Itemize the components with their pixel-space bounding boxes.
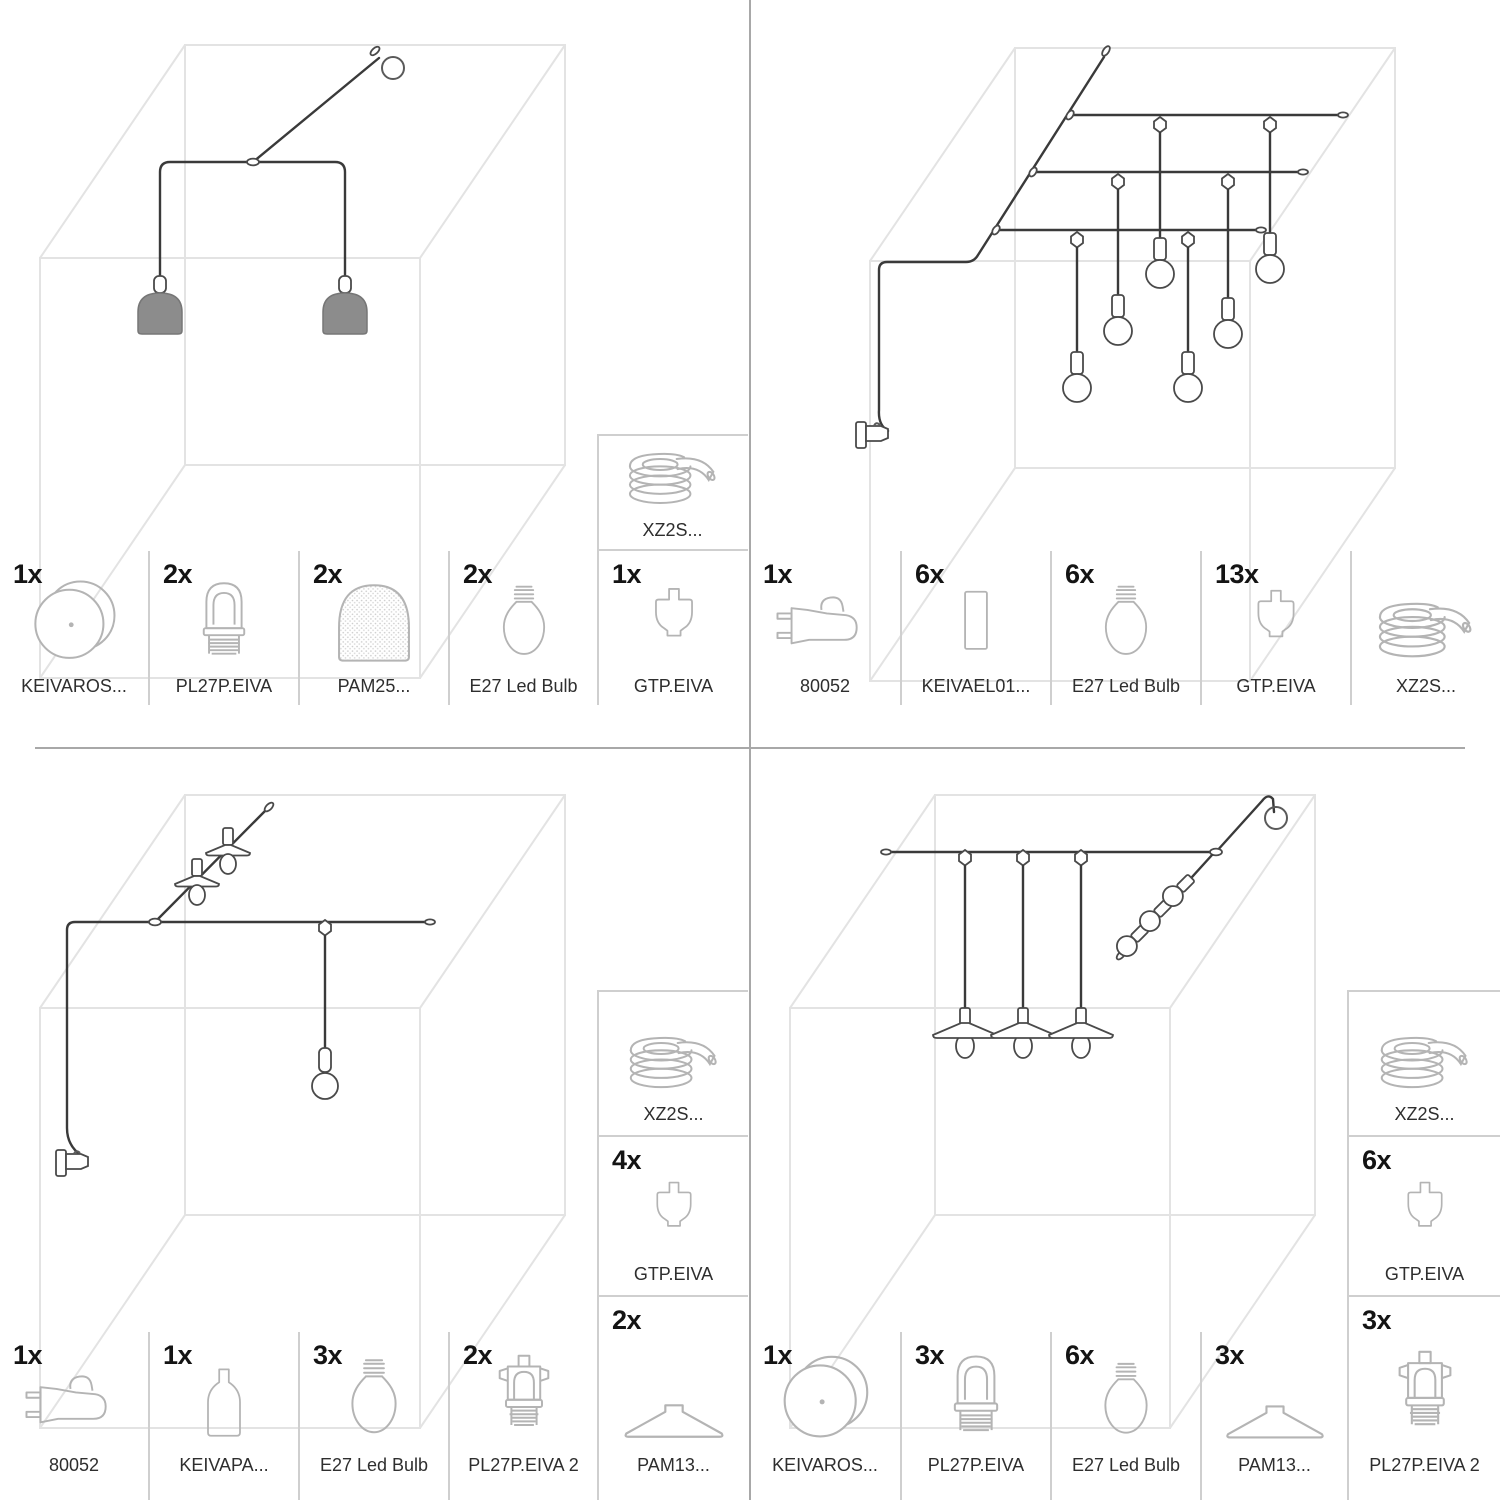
part-code: PL27P.EIVA [927, 1455, 1025, 1475]
bulb-icon [329, 1349, 419, 1447]
part-qty: 2x [463, 1340, 493, 1370]
part-cell [1350, 551, 1500, 705]
part-qty: 3x [1362, 1305, 1392, 1335]
part-cell [597, 1135, 748, 1295]
part-code: PL27P.EIVA 2 [468, 1455, 579, 1475]
saucer-pendant [991, 850, 1055, 1058]
part-cell [900, 551, 1050, 705]
cable-coil-icon [618, 434, 728, 512]
cable-coil-icon [618, 1008, 730, 1096]
part-cell [1200, 551, 1350, 705]
bulb-icon [1084, 576, 1168, 668]
part-code: KEIVAEL01... [921, 676, 1031, 696]
part-qty: 3x [915, 1340, 945, 1370]
part-cell [448, 1332, 597, 1500]
lamp-holder-icon [180, 576, 268, 668]
pendant-cable-run [138, 45, 404, 334]
cable-junction [247, 159, 259, 166]
bulb-icon [1083, 1353, 1169, 1447]
part-qty: 6x [1065, 1340, 1095, 1370]
pendant-lamp [323, 276, 367, 334]
part-code: PL27P.EIVA 2 [1369, 1455, 1480, 1475]
part-qty: 2x [463, 559, 493, 589]
plug-icon [772, 580, 878, 668]
saucer-pendant [1049, 850, 1113, 1058]
part-code: PAM13... [1238, 1455, 1311, 1475]
part-code: KEIVAROS... [21, 676, 127, 696]
cable-coil-icon [1367, 572, 1485, 668]
part-cell [1347, 1135, 1500, 1295]
part-qty: 1x [163, 1340, 193, 1370]
part-cell [597, 1295, 748, 1500]
part-cell [148, 551, 298, 705]
part-cell [900, 1332, 1050, 1500]
ceiling-hook-icon [382, 57, 404, 79]
part-code: GTP.EIVA [633, 1264, 714, 1284]
part-code: 80052 [48, 1455, 100, 1475]
lamp-holder-2-icon [1378, 1345, 1472, 1447]
part-qty: 1x [13, 1340, 43, 1370]
part-qty: 6x [1065, 559, 1095, 589]
part-cell [1347, 1295, 1500, 1500]
part-code: PAM13... [637, 1455, 710, 1475]
part-code: 80052 [799, 676, 851, 696]
part-code: PL27P.EIVA [175, 676, 273, 696]
part-cell [1050, 551, 1200, 705]
part-cell [750, 1332, 900, 1500]
part-qty: 1x [763, 1340, 793, 1370]
part-qty: 4x [612, 1145, 642, 1175]
cable-coil-icon [1369, 1008, 1481, 1096]
quadrant-divider-vertical [749, 0, 751, 1500]
part-qty: 3x [313, 1340, 343, 1370]
saucer-pendant [933, 850, 997, 1058]
ceiling-hook-icon [319, 920, 331, 936]
mount-plate-icon [934, 576, 1018, 668]
cable-end-tip [369, 45, 381, 57]
bulb-icon [482, 576, 566, 668]
part-code: XZ2S... [1395, 676, 1457, 696]
part-qty: 6x [915, 559, 945, 589]
part-code: E27 Led Bulb [1071, 1455, 1181, 1475]
part-cell [1050, 1332, 1200, 1500]
ceiling-hook-icon [633, 582, 715, 668]
part-cell [0, 551, 148, 705]
part-code: KEIVAROS... [772, 1455, 878, 1475]
part-qty: 1x [612, 559, 642, 589]
part-code: XZ2S... [1394, 1104, 1455, 1124]
part-code: GTP.EIVA [1236, 676, 1316, 696]
part-qty: 6x [1362, 1145, 1392, 1175]
part-code: E27 Led Bulb [1071, 676, 1181, 696]
part-qty: 1x [763, 559, 793, 589]
cable-run [56, 801, 435, 1176]
ceiling-hook-icon [636, 1176, 712, 1256]
saucer-lamp [206, 828, 250, 874]
part-code: GTP.EIVA [1384, 1264, 1465, 1284]
part-code: XZ2S... [642, 520, 703, 540]
part-code: GTP.EIVA [633, 676, 714, 696]
part-cell [1200, 1332, 1347, 1500]
saucer-lamp [175, 859, 219, 905]
part-cell [750, 551, 900, 705]
bottle-holder-icon [184, 1359, 264, 1447]
part-cell [148, 1332, 298, 1500]
ceiling-hook-icon [1387, 1176, 1463, 1256]
cable-grid-run [856, 45, 1348, 448]
part-cell [1347, 990, 1500, 1135]
part-code: XZ2S... [643, 1104, 704, 1124]
part-code: PAM25... [337, 676, 411, 696]
part-cell [298, 551, 448, 705]
plug-icon [21, 1359, 127, 1447]
part-cell [448, 551, 597, 705]
pendant-lamp [138, 276, 182, 334]
ceiling-hook-icon [1236, 584, 1316, 668]
ceiling-hook-icon [1265, 807, 1287, 829]
saucer-shade-icon [609, 1381, 739, 1447]
part-cell [597, 551, 748, 705]
part-qty: 2x [313, 559, 343, 589]
ceiling-hook-icon [1071, 117, 1276, 248]
part-cell [0, 1332, 148, 1500]
part-qty: 13x [1215, 559, 1259, 589]
part-cell [298, 1332, 448, 1500]
part-code: KEIVAPA... [179, 1455, 269, 1475]
part-qty: 2x [612, 1305, 642, 1335]
part-cell [597, 434, 748, 551]
saucer-shade-icon [1209, 1383, 1341, 1447]
part-cell [597, 990, 748, 1135]
part-code: E27 Led Bulb [319, 1455, 429, 1475]
part-code: E27 Led Bulb [469, 676, 578, 696]
wall-plug-icon [56, 1150, 88, 1176]
part-qty: 1x [13, 559, 43, 589]
part-qty: 2x [163, 559, 193, 589]
hanging-bulb [312, 920, 338, 1099]
part-qty: 3x [1215, 1340, 1245, 1370]
